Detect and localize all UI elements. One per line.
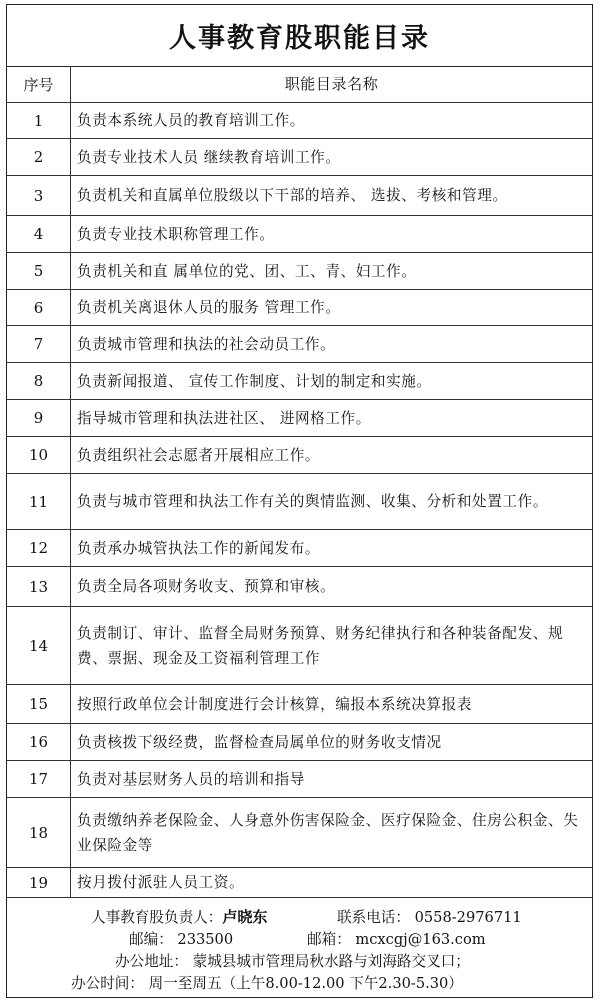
row-text: 负责制订、审计、监督全局财务预算、财务纪律执行和各种装备配发、规费、票据、现金及工资福利管理工作 (77, 624, 564, 667)
contact-footer (7, 905, 592, 997)
table-row (7, 474, 592, 530)
row-text: 负责与城市管理和执法工作有关的舆情监测、收集、分析和处置工作。 (77, 493, 549, 510)
row-no: 11 (7, 474, 71, 529)
row-text: 负责专业技术人员 继续教育培训工作。 (77, 148, 341, 166)
table-row (7, 139, 592, 176)
table-row (7, 567, 592, 607)
email-line: 邮箱： mcxcgj@163.com (307, 931, 486, 948)
page-title: 人事教育股职能目录 (7, 5, 592, 67)
table-row (7, 216, 592, 253)
row-text: 负责本系统人员的教育培训工作。 (77, 112, 305, 129)
row-no: 14 (7, 607, 71, 684)
postcode-line: 邮编： 233500 (129, 931, 234, 948)
row-no: 1 (7, 103, 71, 138)
row-no: 8 (7, 363, 71, 399)
row-no: 13 (7, 567, 71, 606)
table-row (7, 103, 592, 139)
phone-line: 联系电话： 0558-2976711 (337, 909, 522, 926)
address-line: 办公地址： 蒙城县城市管理局秋水路与刘海路交叉口； (115, 953, 470, 970)
row-no: 4 (7, 216, 71, 252)
row-text: 负责城市管理和执法的社会动员工作。 (77, 335, 336, 353)
header-no: 序号 (7, 67, 71, 102)
table-row (7, 798, 592, 868)
leader-line (91, 906, 267, 929)
row-no: 5 (7, 253, 71, 289)
row-no: 2 (7, 139, 71, 175)
document-page (6, 4, 593, 998)
table-row (7, 176, 592, 216)
table-row (7, 400, 592, 437)
row-text: 指导城市管理和执法进社区、 进网格工作。 (77, 409, 371, 427)
table-body (7, 103, 592, 898)
table-row (7, 363, 592, 400)
leader-name: 卢晓东 (222, 908, 268, 926)
hours-line: 办公时间： 周一至周五（上午8.00-12.00 下午2.30-5.30） (71, 975, 463, 992)
row-no: 18 (7, 798, 71, 867)
row-no: 3 (7, 176, 71, 215)
row-no: 7 (7, 326, 71, 362)
row-no: 16 (7, 724, 71, 760)
row-no: 12 (7, 530, 71, 566)
row-no: 15 (7, 685, 71, 723)
row-text: 负责机关和直属单位股级以下干部的培养、 选拔、考核和管理。 (77, 187, 508, 204)
table-row (7, 685, 592, 724)
table-row (7, 607, 592, 685)
header-name: 职能目录名称 (284, 75, 379, 93)
row-no: 9 (7, 400, 71, 436)
row-no: 6 (7, 290, 71, 325)
table-row (7, 530, 592, 567)
table-row (7, 868, 592, 898)
table-row (7, 253, 592, 290)
row-no: 10 (7, 437, 71, 473)
leader-label: 人事教育股负责人： (91, 909, 223, 926)
row-text: 按照行政单位会计制度进行会计核算，编报本系统决算报表 (77, 695, 473, 713)
table-row (7, 290, 592, 326)
row-text: 负责机关离退休人员的服务 管理工作。 (77, 299, 341, 316)
row-text: 按月拨付派驻人员工资。 (77, 874, 245, 891)
row-no: 17 (7, 761, 71, 797)
row-text: 负责机关和直 属单位的党、团、工、青、妇工作。 (77, 262, 417, 280)
row-text: 负责专业技术职称管理工作。 (77, 225, 275, 243)
row-text: 负责新闻报道、 宣传工作制度、计划的制定和实施。 (77, 372, 432, 390)
table-row (7, 761, 592, 798)
table-row (7, 724, 592, 761)
row-text: 负责核拨下级经费，监督检查局属单位的财务收支情况 (77, 733, 442, 751)
row-text: 负责组织社会志愿者开展相应工作。 (77, 446, 321, 464)
table-header (7, 67, 592, 103)
row-text: 负责缴纳养老保险金、人身意外伤害保险金、医疗保险金、住房公积金、失业保险金等 (77, 811, 579, 854)
row-text: 负责承办城管执法工作的新闻发布。 (77, 539, 321, 557)
row-no: 19 (7, 868, 71, 897)
table-row (7, 326, 592, 363)
row-text: 负责对基层财务人员的培训和指导 (77, 770, 305, 788)
table-row (7, 437, 592, 474)
row-text: 负责全局各项财务收支、预算和审核。 (77, 578, 336, 595)
